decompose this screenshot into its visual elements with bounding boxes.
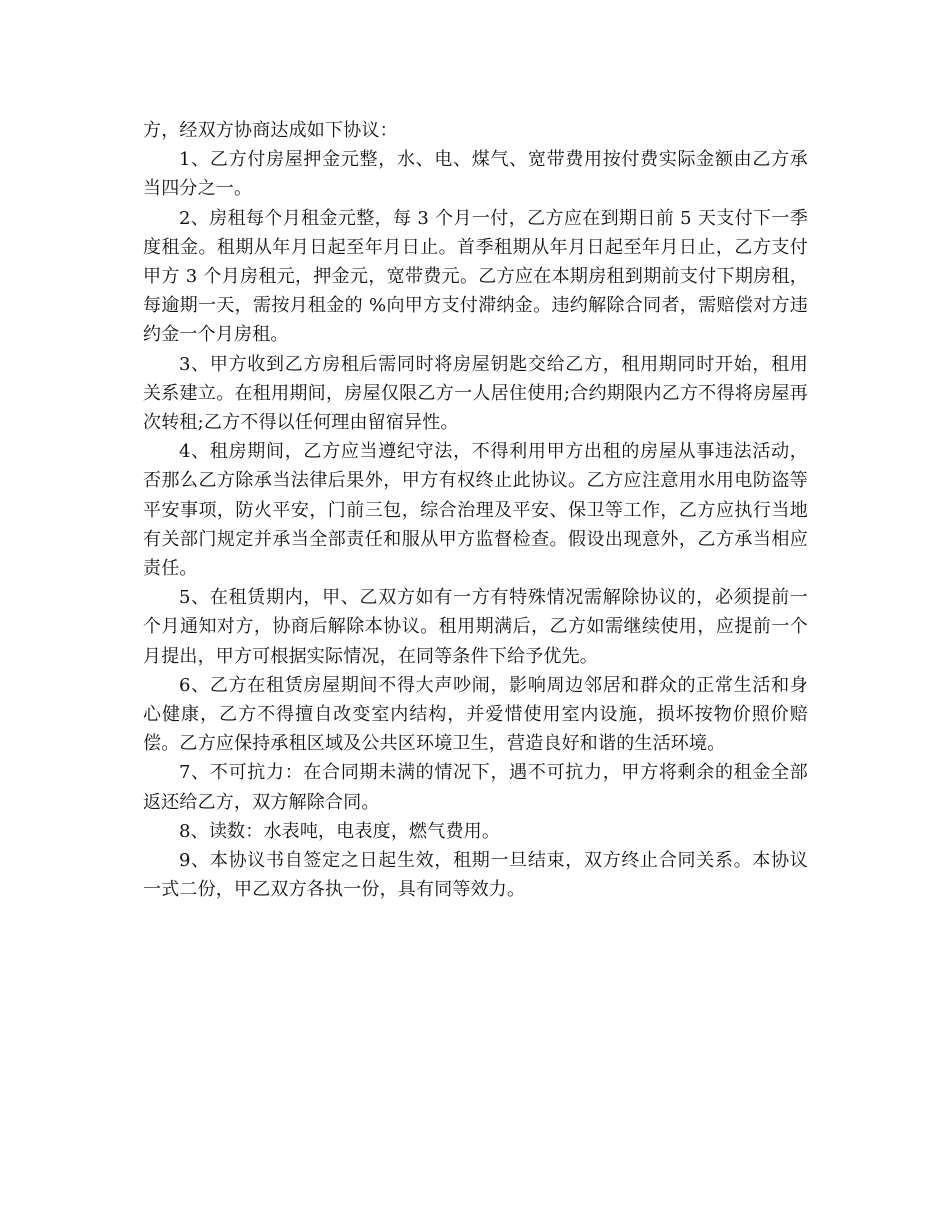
clause-1: 1、乙方付房屋押金元整，水、电、煤气、宽带费用按付费实际金额由乙方承当四分之一。 (143, 149, 808, 200)
clause-8: 8、读数：水表吨，电表度，燃气费用。 (179, 820, 501, 842)
clause-3: 3、甲方收到乙方房租后需同时将房屋钥匙交给乙方，租用期同时开始，租用关系建立。在租用期间，房屋仅限乙方一人居住使用;合约期限内乙方不得将房屋再次转租;乙方不得以任何理由留宿异性。 (143, 353, 808, 434)
clause-7: 7、不可抗力：在合同期未满的情况下，遇不可抗力，甲方将剩余的租金全部返还给乙方，双方解除合同。 (143, 762, 808, 813)
document-body (143, 116, 808, 904)
clause-2: 2、房租每个月租金元整，每 3 个月一付，乙方应在到期日前 5 天支付下一季度租金。租期从年月日起至年月日止。首季租期从年月日起至年月日止，乙方支付甲方 3 个月房租元，押金元，宽带费元。乙方应在本期房租到期前支付下期房租，每逾期一天，需按月租金的 %向甲方支付滞纳金。违约解除合同者，需赔偿对方违约金一个月房租。 (143, 207, 808, 346)
agreement-intro: 方，经双方协商达成如下协议： (143, 120, 398, 141)
clause-6: 6、乙方在租赁房屋期间不得大声吵闹，影响周边邻居和群众的正常生活和身心健康，乙方不得擅自改变室内结构，并爱惜使用室内设施，损坏按物价照价赔偿。乙方应保持承租区域及公共区环境卫生，营造良好和谐的生活环境。 (143, 674, 808, 755)
clause-9: 9、本协议书自签定之日起生效，租期一旦结束，双方终止合同关系。本协议一式二份，甲乙双方各执一份，具有同等效力。 (143, 850, 808, 901)
clause-4: 4、租房期间，乙方应当遵纪守法，不得利用甲方出租的房屋从事违法活动，否那么乙方除承当法律后果外，甲方有权终止此协议。乙方应注意用水用电防盗等平安事项，防火平安，门前三包，综合治理及平安、保卫等工作，乙方应执行当地有关部门规定并承当全部责任和服从甲方监督检查。假设出现意外，乙方承当相应责任。 (143, 441, 808, 580)
clause-5: 5、在租赁期内，甲、乙双方如有一方有特殊情况需解除协议的，必须提前一个月通知对方，协商后解除本协议。租用期满后，乙方如需继续使用，应提前一个月提出，甲方可根据实际情况，在同等条件下给予优先。 (143, 587, 808, 667)
